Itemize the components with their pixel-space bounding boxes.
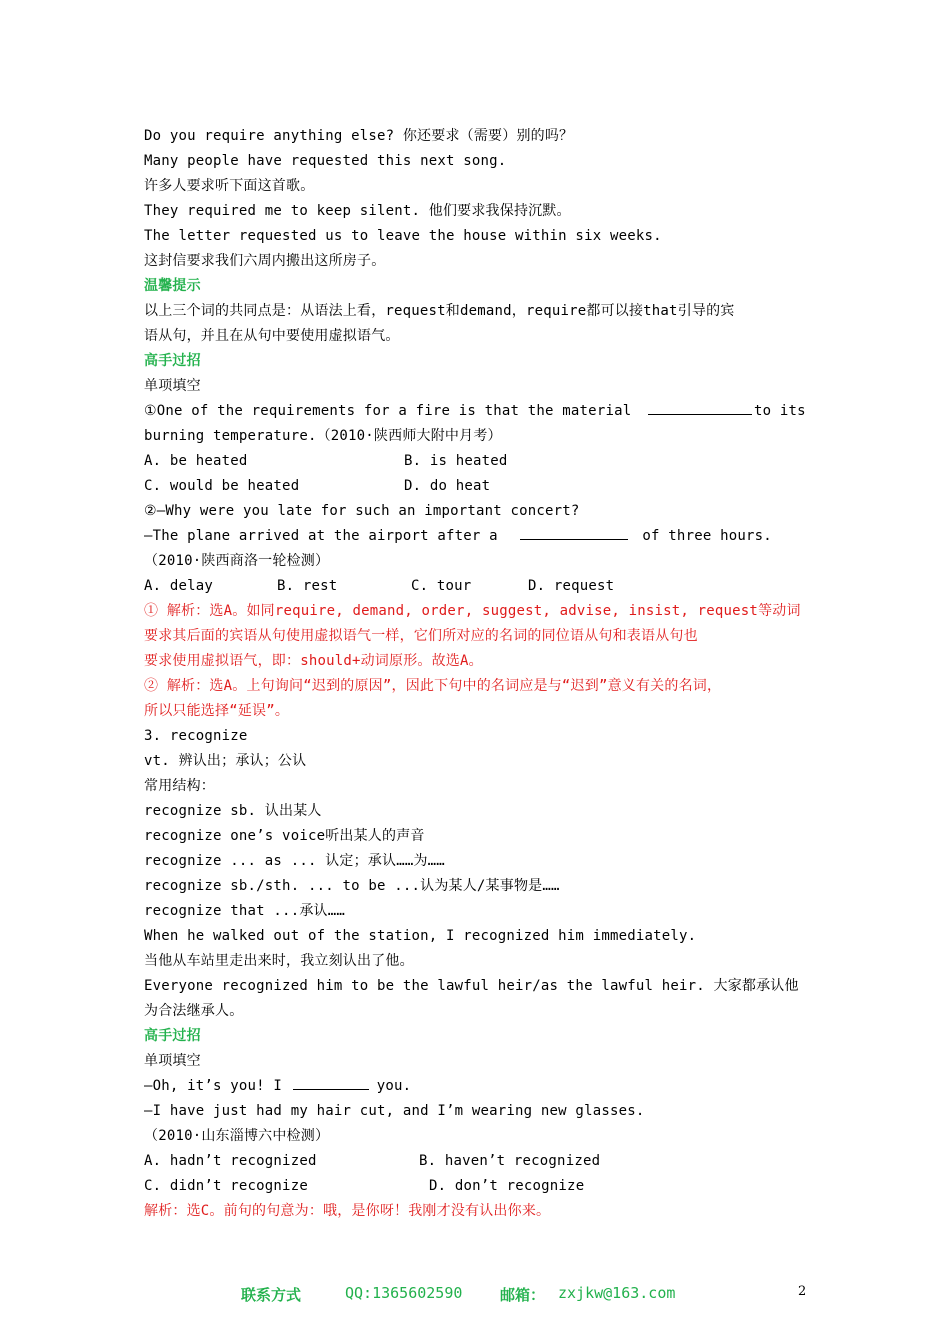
text-line: 这封信要求我们六周内搬出这所房子。 bbox=[144, 253, 386, 269]
question-text: —The plane arrived at the airport after a bbox=[144, 528, 498, 544]
exercise-type: 单项填空 bbox=[144, 1053, 201, 1069]
question-text: you. bbox=[376, 1078, 412, 1094]
structure-item: recognize that ...承认…… bbox=[144, 903, 345, 919]
question-text: ②—Why were you late for such an important concert? bbox=[144, 503, 580, 519]
question-3-line bbox=[144, 1074, 810, 1099]
page-footer bbox=[0, 1284, 950, 1308]
answer-explanation: ② 解析：选A。上句询问“迟到的原因”，因此下句中的名词应是与“迟到”意义有关的名词， bbox=[144, 678, 722, 694]
structure-label: 常用结构： bbox=[144, 778, 215, 794]
tip-text: 语从句，并且在从句中要使用虚拟语气。 bbox=[144, 328, 400, 344]
text-line: 许多人要求听下面这首歌。 bbox=[144, 178, 315, 194]
question-text: to its bbox=[753, 403, 806, 419]
option-a: A. be heated bbox=[144, 453, 248, 469]
option-b: B. haven’t recognized bbox=[419, 1153, 601, 1169]
options-row bbox=[144, 449, 810, 474]
page-number: 2 bbox=[798, 1284, 807, 1299]
structure-item: recognize ... as ... 认定；承认……为…… bbox=[144, 853, 445, 869]
example-sentence: When he walked out of the station, I recognized him immediately. bbox=[144, 928, 697, 944]
tip-text: 以上三个词的共同点是：从语法上看，request和demand，require都可以接that引导的宾 bbox=[144, 303, 735, 319]
option-c: C. didn’t recognize bbox=[144, 1178, 308, 1194]
answer-explanation: 解析：选C。前句的句意为：哦，是你呀！我刚才没有认出你来。 bbox=[144, 1203, 551, 1219]
options-row bbox=[144, 474, 810, 499]
example-translation: 当他从车站里走出来时，我立刻认出了他。 bbox=[144, 953, 414, 969]
option-d: D. don’t recognize bbox=[429, 1178, 585, 1194]
example-sentence: Everyone recognized him to be the lawful heir/as the lawful heir. 大家都承认他 bbox=[144, 978, 799, 994]
structure-item: recognize sb. 认出某人 bbox=[144, 803, 322, 819]
exercise-heading: 高手过招 bbox=[144, 1028, 201, 1044]
word-entry: 3. recognize bbox=[144, 728, 248, 744]
text-line: Many people have requested this next song. bbox=[144, 153, 507, 169]
answer-explanation: 所以只能选择“延误”。 bbox=[144, 703, 290, 719]
option-b: B. rest bbox=[277, 578, 338, 594]
answer-blank bbox=[648, 400, 752, 415]
option-a: A. delay bbox=[144, 578, 214, 594]
email-label: 邮箱： bbox=[500, 1286, 546, 1304]
question-text: （2010·陕西商洛一轮检测） bbox=[144, 553, 330, 569]
option-d: D. request bbox=[528, 578, 615, 594]
structure-item: recognize sb./sth. ... to be ...认为某人/某事物是…… bbox=[144, 878, 560, 894]
options-row bbox=[144, 574, 810, 599]
text-line: They required me to keep silent. 他们要求我保持沉默。 bbox=[144, 203, 571, 219]
question-text: —Oh, it’s you! I bbox=[144, 1078, 283, 1094]
word-definition: vt. 辨认出；承认；公认 bbox=[144, 753, 307, 769]
question-text: of three hours. bbox=[642, 528, 772, 544]
answer-blank bbox=[520, 525, 628, 540]
answer-blank bbox=[293, 1075, 369, 1090]
question-text: ①One of the requirements for a fire is that the material bbox=[144, 403, 632, 419]
text-line: Do you require anything else? 你还要求（需要）别的吗？ bbox=[144, 128, 574, 144]
structure-item: recognize one’s voice听出某人的声音 bbox=[144, 828, 425, 844]
question-text: （2010·山东淄博六中检测） bbox=[144, 1128, 330, 1144]
text-line: The letter requested us to leave the house within six weeks. bbox=[144, 228, 662, 244]
tip-heading: 温馨提示 bbox=[144, 278, 201, 294]
answer-explanation: 要求其后面的宾语从句使用虚拟语气一样，它们所对应的名词的同位语从句和表语从句也 bbox=[144, 628, 698, 644]
qq-number: QQ:1365602590 bbox=[345, 1284, 463, 1302]
question-1-line bbox=[144, 399, 810, 424]
option-b: B. is heated bbox=[404, 453, 508, 469]
document-body bbox=[144, 124, 810, 1224]
question-text: —I have just had my hair cut, and I’m wearing new glasses. bbox=[144, 1103, 645, 1119]
option-d: D. do heat bbox=[404, 478, 491, 494]
email-address: zxjkw@163.com bbox=[558, 1284, 676, 1302]
option-c: C. tour bbox=[411, 578, 472, 594]
example-sentence: 为合法继承人。 bbox=[144, 1003, 244, 1019]
answer-explanation: ① 解析：选A。如同require, demand, order, suggest, advise, insist, request等动词 bbox=[144, 603, 801, 619]
question-text: burning temperature.（2010·陕西师大附中月考） bbox=[144, 428, 502, 444]
answer-explanation: 要求使用虚拟语气，即：should+动词原形。故选A。 bbox=[144, 653, 483, 669]
option-a: A. hadn’t recognized bbox=[144, 1153, 317, 1169]
options-row bbox=[144, 1174, 810, 1199]
options-row bbox=[144, 1149, 810, 1174]
exercise-type: 单项填空 bbox=[144, 378, 201, 394]
contact-label: 联系方式 bbox=[241, 1286, 302, 1304]
option-c: C. would be heated bbox=[144, 478, 300, 494]
exercise-heading: 高手过招 bbox=[144, 353, 201, 369]
question-2-line bbox=[144, 524, 810, 549]
